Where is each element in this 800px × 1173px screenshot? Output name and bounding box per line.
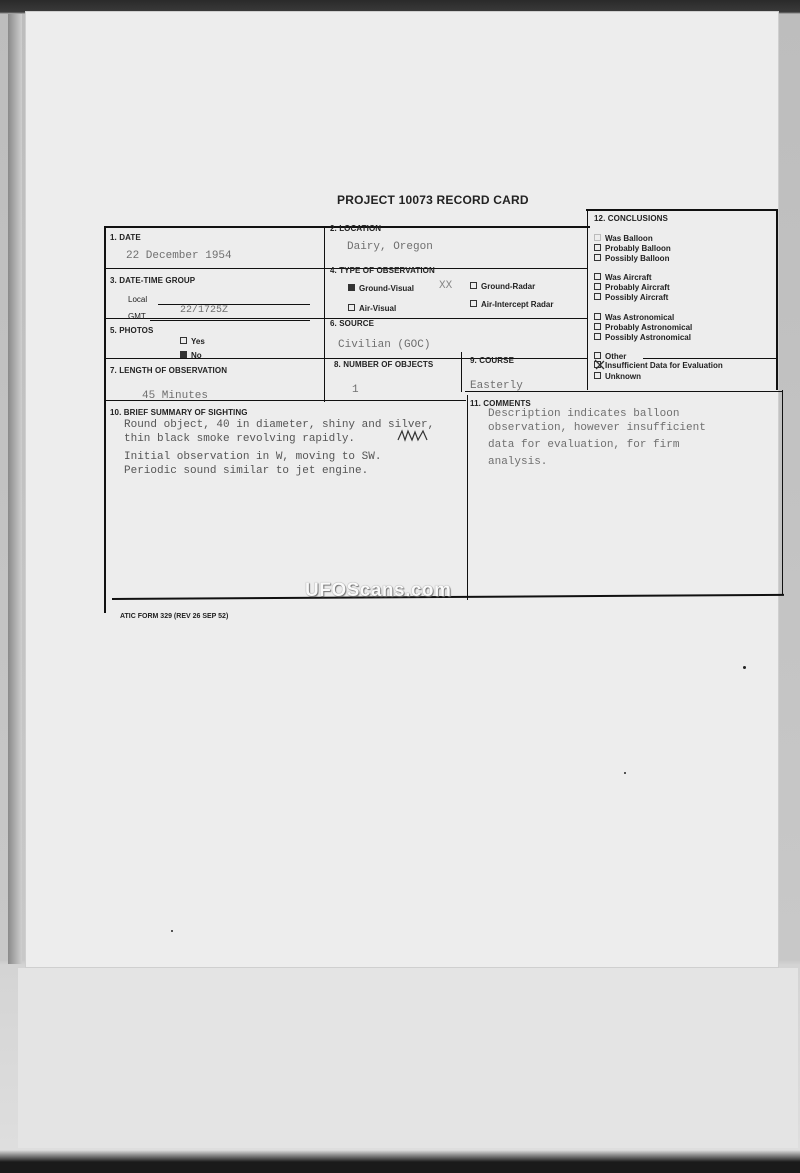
option-label: Ground-Visual bbox=[359, 284, 414, 293]
divider-right-comments bbox=[782, 390, 784, 595]
option-label: Probably Aircraft bbox=[605, 283, 670, 292]
checkbox-icon bbox=[594, 234, 601, 241]
checkbox-icon bbox=[348, 304, 355, 311]
option-label: Possibly Aircraft bbox=[605, 293, 669, 302]
option-label: Ground-Radar bbox=[481, 282, 536, 291]
option-label: Other bbox=[605, 352, 627, 361]
checkbox-icon bbox=[470, 300, 477, 307]
course-value: Easterly bbox=[470, 380, 523, 392]
photos-label: 5. PHOTOS bbox=[110, 326, 154, 335]
conclusion-probably-aircraft bbox=[594, 283, 670, 292]
conclusion-probably-balloon bbox=[594, 244, 671, 253]
comments-line: data for evaluation, for firm bbox=[488, 439, 680, 451]
dtg-gmt-label: GMT bbox=[128, 312, 146, 321]
dtg-local-label: Local bbox=[128, 295, 148, 304]
dtg-gmt-line bbox=[150, 320, 310, 322]
date-label: 1. DATE bbox=[110, 233, 141, 242]
option-label: Air-Intercept Radar bbox=[481, 300, 554, 309]
speck bbox=[624, 772, 626, 774]
num-objects-label: 8. NUMBER OF OBJECTS bbox=[334, 360, 434, 369]
location-value: Dairy, Oregon bbox=[347, 241, 433, 253]
option-label: Yes bbox=[191, 337, 205, 346]
summary-line: Periodic sound similar to jet engine. bbox=[124, 465, 369, 477]
conclusion-unknown bbox=[594, 372, 641, 381]
dtg-gmt-value: 22/1725Z bbox=[180, 305, 229, 316]
form-grid-top-right bbox=[586, 209, 778, 212]
dtg-label: 3. DATE-TIME GROUP bbox=[110, 276, 196, 285]
option-label: Was Balloon bbox=[605, 234, 653, 243]
option-label: Was Aircraft bbox=[605, 273, 652, 282]
checkbox-icon bbox=[594, 254, 601, 261]
page-edge bbox=[8, 14, 22, 964]
comments-line: analysis. bbox=[488, 456, 548, 468]
length-value: 45 Minutes bbox=[142, 390, 209, 402]
divider-v4 bbox=[467, 395, 469, 600]
location-label: 2. LOCATION bbox=[330, 224, 382, 233]
course-label: 9. COURSE bbox=[470, 356, 515, 365]
checkbox-checked-icon bbox=[180, 351, 187, 358]
conclusion-was-balloon bbox=[594, 234, 653, 243]
watermark: UFOScans.com bbox=[305, 580, 452, 601]
option-label: Unknown bbox=[605, 372, 641, 381]
conclusion-insufficient-data bbox=[594, 361, 723, 370]
type-obs-ground-visual bbox=[348, 284, 414, 293]
conclusion-possibly-balloon bbox=[594, 254, 669, 263]
checkbox-icon bbox=[594, 293, 601, 300]
checkbox-icon bbox=[594, 313, 601, 320]
option-label: Insufficient Data for Evaluation bbox=[605, 361, 723, 370]
form-id: ATIC FORM 329 (REV 26 SEP 52) bbox=[120, 613, 229, 620]
checkbox-icon bbox=[594, 244, 601, 251]
date-value: 22 December 1954 bbox=[126, 250, 232, 262]
card-title: PROJECT 10073 RECORD CARD bbox=[337, 193, 529, 207]
type-obs-label: 4. TYPE OF OBSERVATION bbox=[330, 266, 435, 275]
comments-label: 11. COMMENTS bbox=[470, 399, 531, 408]
summary-label: 10. BRIEF SUMMARY OF SIGHTING bbox=[110, 408, 248, 417]
source-label: 6. SOURCE bbox=[330, 319, 375, 328]
checkbox-icon bbox=[470, 282, 477, 289]
option-label: Air-Visual bbox=[359, 304, 397, 313]
type-obs-check-mark: XX bbox=[439, 280, 453, 292]
other-line bbox=[643, 358, 777, 360]
length-label: 7. LENGTH OF OBSERVATION bbox=[110, 366, 228, 375]
summary-line: thin black smoke revolving rapidly. bbox=[124, 433, 356, 445]
conclusion-possibly-aircraft bbox=[594, 293, 668, 302]
option-label: No bbox=[191, 351, 202, 360]
divider-v2 bbox=[587, 210, 589, 390]
checkbox-icon bbox=[180, 337, 187, 344]
divider-v1 bbox=[324, 226, 326, 402]
summary-line: Round object, 40 in diameter, shiny and silver, bbox=[124, 419, 435, 431]
conclusions-label: 12. CONCLUSIONS bbox=[594, 214, 668, 223]
checkbox-icon bbox=[594, 283, 601, 290]
conclusion-was-aircraft bbox=[594, 273, 652, 282]
checkbox-checked-icon bbox=[348, 284, 355, 291]
num-objects-value: 1 bbox=[352, 384, 359, 396]
speck bbox=[743, 666, 746, 669]
lower-sheet bbox=[18, 968, 798, 1148]
photos-no bbox=[180, 351, 202, 360]
check-mark-icon bbox=[593, 358, 607, 372]
type-obs-air-intercept-radar bbox=[470, 300, 553, 309]
speck bbox=[171, 930, 173, 932]
summary-line: Initial observation in W, moving to SW. bbox=[124, 451, 382, 463]
handwritten-mark-icon bbox=[396, 428, 432, 446]
option-label: Possibly Balloon bbox=[605, 254, 670, 263]
checkbox-icon bbox=[594, 273, 601, 280]
checkbox-icon bbox=[594, 333, 601, 340]
photos-yes bbox=[180, 337, 205, 346]
type-obs-ground-radar bbox=[470, 282, 535, 291]
comments-line: observation, however insufficient bbox=[488, 422, 706, 434]
option-label: Was Astronomical bbox=[605, 313, 675, 322]
checkbox-icon bbox=[594, 372, 601, 379]
comments-line: Description indicates balloon bbox=[488, 408, 680, 420]
type-obs-air-visual bbox=[348, 304, 396, 313]
checkbox-icon bbox=[594, 323, 601, 330]
conclusion-possibly-astronomical bbox=[594, 333, 691, 342]
source-value: Civilian (GOC) bbox=[338, 339, 431, 351]
conclusion-was-astronomical bbox=[594, 313, 674, 322]
option-label: Possibly Astronomical bbox=[605, 333, 691, 342]
conclusion-probably-astronomical bbox=[594, 323, 692, 332]
option-label: Probably Astronomical bbox=[605, 323, 693, 332]
conclusions-right-border bbox=[776, 209, 779, 390]
option-label: Probably Balloon bbox=[605, 244, 671, 253]
